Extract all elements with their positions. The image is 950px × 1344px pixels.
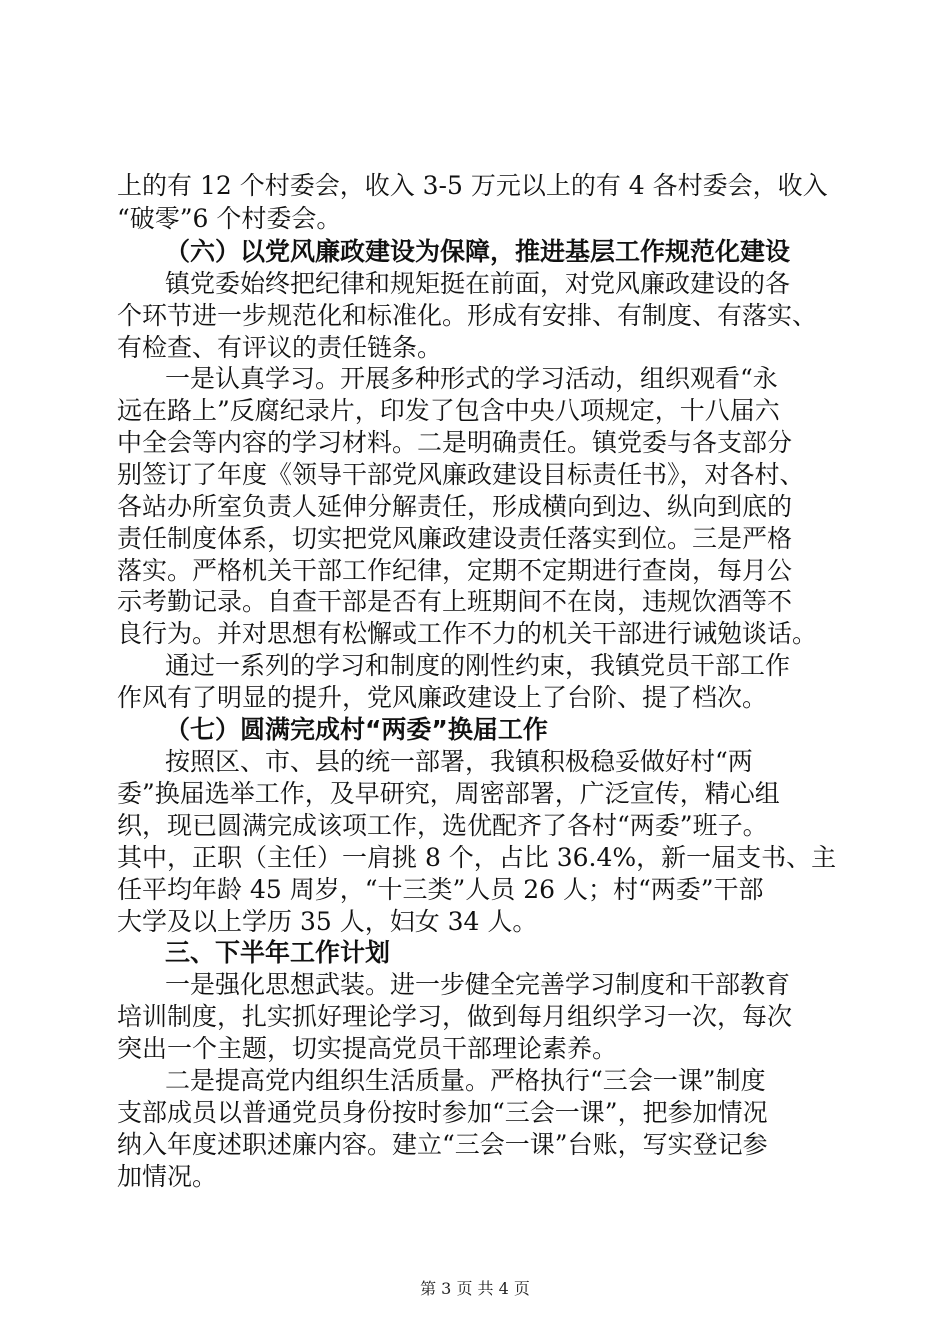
body-text-line: 远在路上”反腐纪录片，印发了包含中央八项规定，十八届六 bbox=[117, 396, 780, 425]
body-text-line: 责任制度体系，切实把党风廉政建设责任落实到位。三是严格 bbox=[117, 524, 793, 553]
body-text-line: 按照区、市、县的统一部署，我镇积极稳妥做好村“两 bbox=[165, 747, 753, 776]
body-text-line: 通过一系列的学习和制度的刚性约束，我镇党员干部工作 bbox=[165, 651, 791, 680]
body-text-line: 一是强化思想武装。进一步健全完善学习制度和干部教育 bbox=[165, 970, 791, 999]
body-text-line: 支部成员以普通党员身份按时参加“三会一课”，把参加情况 bbox=[117, 1098, 768, 1127]
body-text-line: 个环节进一步规范化和标准化。形成有安排、有制度、有落实、 bbox=[117, 301, 818, 330]
body-text-line: 上的有 12 个村委会，收入 3-5 万元以上的有 4 各村委会，收入 bbox=[117, 171, 828, 200]
body-text-line: 中全会等内容的学习材料。二是明确责任。镇党委与各支部分 bbox=[117, 428, 793, 457]
page-number-footer: 第 3 页 共 4 页 bbox=[420, 1279, 530, 1298]
body-text-line: 有检查、有评议的责任链条。 bbox=[117, 333, 443, 362]
body-text-line: 镇党委始终把纪律和规矩挺在前面，对党风廉政建设的各 bbox=[165, 269, 791, 298]
body-text-line: 良行为。并对思想有松懈或工作不力的机关干部进行诫勉谈话。 bbox=[117, 619, 818, 648]
body-text-line: 织，现已圆满完成该项工作，选优配齐了各村“两委”班子。 bbox=[117, 811, 768, 840]
body-text-line: 大学及以上学历 35 人，妇女 34 人。 bbox=[117, 907, 538, 936]
body-text-line: 示考勤记录。自查干部是否有上班期间不在岗，违规饮酒等不 bbox=[117, 587, 793, 616]
body-text-line: 落实。严格机关干部工作纪律，定期不定期进行查岗，每月公 bbox=[117, 556, 793, 585]
body-text-line: 委”换届选举工作，及早研究，周密部署，广泛宣传，精心组 bbox=[117, 779, 780, 808]
body-text-line: 一是认真学习。开展多种形式的学习活动，组织观看“永 bbox=[165, 364, 778, 393]
section-heading: （七）圆满完成村“两委”换届工作 bbox=[165, 715, 548, 744]
body-text-line: “破零”6 个村委会。 bbox=[117, 204, 342, 233]
body-text-line: 作风有了明显的提升，党风廉政建设上了台阶、提了档次。 bbox=[117, 683, 768, 712]
body-text-line: 突出一个主题，切实提高党员干部理论素养。 bbox=[117, 1034, 618, 1063]
body-text-line: 加情况。 bbox=[117, 1162, 218, 1191]
body-text-line: 二是提高党内组织生活质量。严格执行“三会一课”制度 bbox=[165, 1066, 766, 1095]
section-heading: （六）以党风廉政建设为保障，推进基层工作规范化建设 bbox=[165, 237, 791, 266]
body-text-line: 纳入年度述职述廉内容。建立“三会一课”台账，写实登记参 bbox=[117, 1130, 768, 1159]
body-text-line: 别签订了年度《领导干部党风廉政建设目标责任书》，对各村、 bbox=[117, 460, 805, 489]
body-text-line: 各站办所室负责人延伸分解责任，形成横向到边、纵向到底的 bbox=[117, 492, 793, 521]
body-text-line: 任平均年龄 45 周岁，“十三类”人员 26 人；村“两委”干部 bbox=[117, 875, 764, 904]
body-text-line: 其中，正职（主任）一肩挑 8 个，占比 36.4%，新一届支书、主 bbox=[117, 843, 837, 872]
section-heading: 三、下半年工作计划 bbox=[165, 938, 391, 967]
body-text-line: 培训制度，扎实抓好理论学习，做到每月组织学习一次，每次 bbox=[117, 1002, 793, 1031]
